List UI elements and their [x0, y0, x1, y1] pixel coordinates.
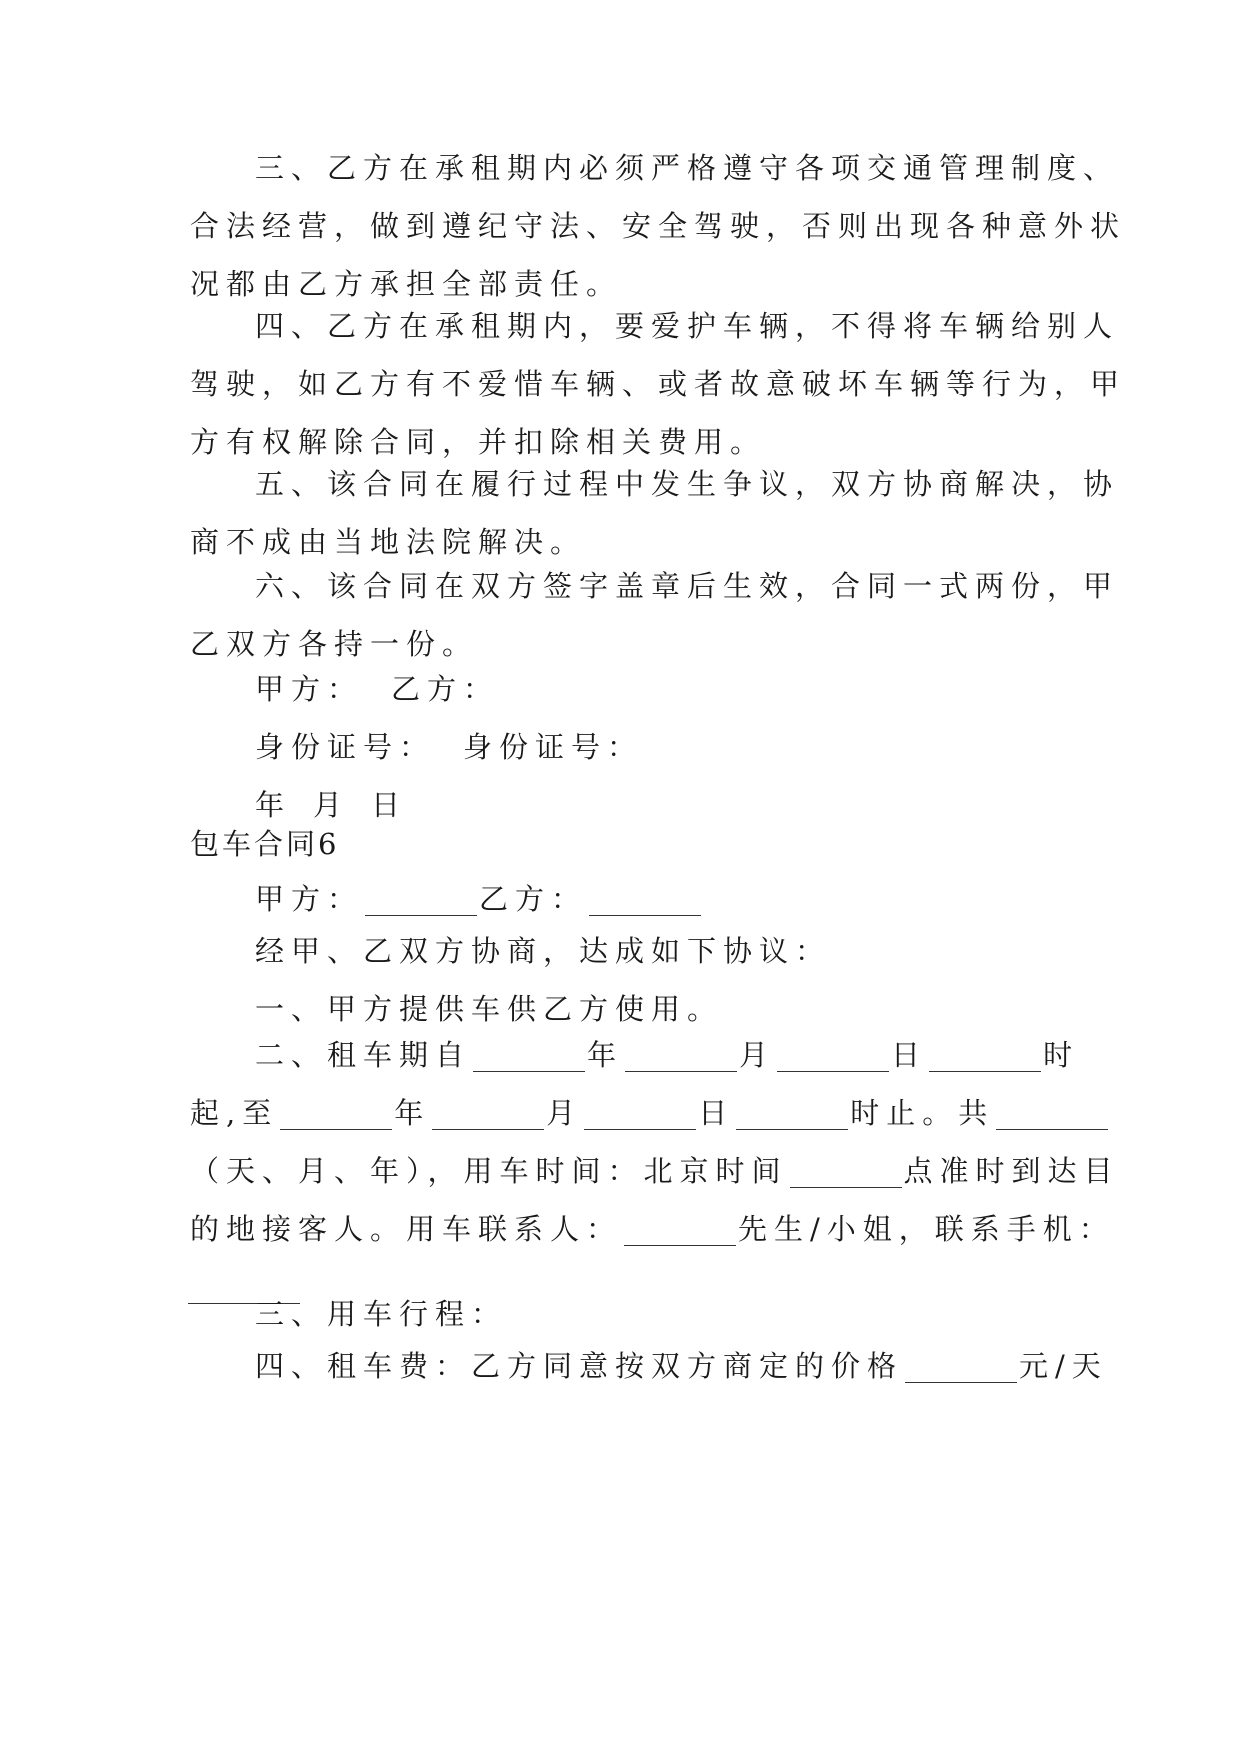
- item-2-hour: 时: [1043, 1038, 1080, 1072]
- item-2-month: 月: [739, 1038, 776, 1072]
- contract-6-party-line: [190, 870, 1060, 928]
- item-2-line-2-month: 月: [546, 1096, 583, 1130]
- item-2-line-4-prefix: 的地接客人。用车联系人：: [190, 1212, 623, 1246]
- party-a-blank[interactable]: [365, 858, 477, 916]
- signature-party-line: [190, 660, 1060, 718]
- end-day-blank[interactable]: [584, 1072, 696, 1130]
- item-4-suffix: 元/天: [1019, 1349, 1108, 1383]
- contract-6-item-4: [190, 1337, 1108, 1395]
- total-period-blank[interactable]: [996, 1072, 1108, 1130]
- item-2-line-2-year: 年: [394, 1096, 431, 1130]
- clause-5: [190, 455, 1120, 571]
- end-month-blank[interactable]: [432, 1072, 544, 1130]
- item-2-line-2: [190, 1084, 1060, 1142]
- item-4-prefix: 四、租车费：乙方同意按双方商定的价格: [255, 1349, 904, 1383]
- item-2-line-4-suffix: 先生/小姐，联系手机：: [738, 1212, 1115, 1246]
- contract-6-item-1: 一、甲方提供车供乙方使用。: [255, 992, 724, 1026]
- contract-6-intro: 经甲、乙双方协商，达成如下协议：: [255, 934, 832, 968]
- item-2-line-2-end: 时止。共: [850, 1096, 995, 1130]
- contract-6-parties: [190, 870, 1060, 928]
- clause-3-line-2: 合法经营，做到遵纪守法、安全驾驶，否则出现各种意外状: [190, 209, 1127, 243]
- item-2-line-4: [190, 1200, 1115, 1258]
- signature-id-a: 身份证号：: [255, 730, 436, 764]
- contract-6-item-3: 三、用车行程：: [255, 1297, 508, 1331]
- contact-person-blank[interactable]: [624, 1188, 736, 1246]
- contract-6-party-a: 甲方：: [255, 882, 364, 916]
- clause-3-line-3: 况都由乙方承担全部责任。: [190, 267, 623, 301]
- contract-6-item-2: [190, 1026, 1120, 1316]
- party-b-blank[interactable]: [589, 858, 701, 916]
- clause-3-line-1: 三、乙方在承租期内必须严格遵守各项交通管理制度、: [255, 151, 1120, 185]
- clause-5-line-2: 商不成由当地法院解决。: [190, 525, 587, 559]
- price-blank[interactable]: [905, 1325, 1017, 1383]
- contract-6-party-b: 乙方：: [479, 882, 588, 916]
- clause-6-line-2: 乙双方各持一份。: [190, 627, 479, 661]
- end-hour-blank[interactable]: [736, 1072, 848, 1130]
- pickup-time-blank[interactable]: [790, 1130, 902, 1188]
- clause-4-line-1: 四、乙方在承租期内，要爱护车辆，不得将车辆给别人: [255, 309, 1120, 343]
- item-2-line-3-suffix: 点准时到达目: [903, 1154, 1120, 1188]
- signature-party-a: 甲方：: [255, 672, 364, 706]
- start-month-blank[interactable]: [625, 1014, 737, 1072]
- contract-6-title: 包车合同6: [190, 827, 340, 861]
- clause-6-line-1: 六、该合同在双方签字盖章后生效，合同一式两份，甲: [255, 569, 1120, 603]
- signature-party-b: 乙方：: [391, 672, 500, 706]
- item-2-line-2-prefix: 起,至: [190, 1096, 279, 1130]
- signature-id-b: 身份证号：: [463, 730, 644, 764]
- clause-4: [190, 297, 1127, 471]
- clause-5-line-1: 五、该合同在履行过程中发生争议，双方协商解决，协: [255, 467, 1120, 501]
- item-2-line-2-day: 日: [698, 1096, 735, 1130]
- start-day-blank[interactable]: [777, 1014, 889, 1072]
- end-year-blank[interactable]: [280, 1072, 392, 1130]
- signature-block: [190, 660, 1060, 834]
- start-hour-blank[interactable]: [929, 1014, 1041, 1072]
- signature-month: 月: [313, 788, 350, 822]
- signature-id-line: [190, 718, 1060, 776]
- item-4-line: [190, 1337, 1108, 1395]
- signature-year: 年: [255, 788, 292, 822]
- item-2-prefix: 二、租车期自: [255, 1038, 472, 1072]
- start-year-blank[interactable]: [473, 1014, 585, 1072]
- item-2-line-3-prefix: （天、月、年），用车时间：北京时间: [190, 1154, 788, 1188]
- clause-3: [190, 139, 1127, 313]
- signature-day: 日: [371, 788, 408, 822]
- item-2-day: 日: [891, 1038, 928, 1072]
- clause-4-line-3: 方有权解除合同，并扣除相关费用。: [190, 425, 767, 459]
- clause-4-line-2: 驾驶，如乙方有不爱惜车辆、或者故意破坏车辆等行为，甲: [190, 367, 1127, 401]
- item-2-year: 年: [587, 1038, 624, 1072]
- clause-6: [190, 557, 1120, 673]
